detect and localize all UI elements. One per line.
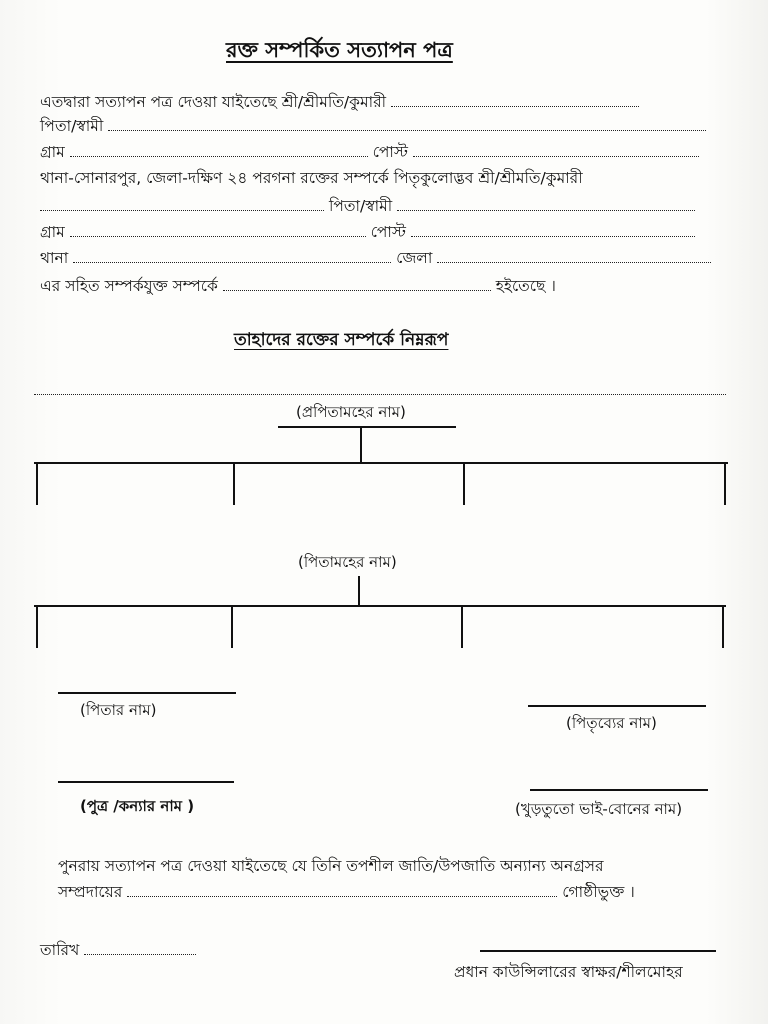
line7-district-label: জেলা <box>396 249 433 267</box>
form-line-3 <box>40 142 699 162</box>
line6-post-label: পোস্ট <box>370 223 406 241</box>
declaration-line-1: পুনরায় সত্যাপন পত্র দেওয়া যাইতেছে যে তিনি তপশীল জাতি/উপজাতি অন্যান্য অনগ্রসর <box>58 857 604 875</box>
form-line-6 <box>40 222 695 242</box>
signature-label: প্রধান কাউন্সিলারের স্বাক্ষর/শীলমোহর <box>454 963 683 981</box>
great-grandfather-label: (প্রপিতামহের নাম) <box>296 403 406 421</box>
name-blank-2[interactable] <box>40 196 324 211</box>
tree-drop-1a <box>36 463 38 505</box>
line7-thana-label: থানা <box>40 249 69 267</box>
tree-drop-2a <box>36 606 38 648</box>
tree-stem-1 <box>360 427 362 463</box>
tree-drop-2d <box>722 606 724 648</box>
village-blank-2[interactable] <box>70 222 366 237</box>
form-line-5 <box>40 196 695 216</box>
tree-bar-2 <box>34 605 726 607</box>
declaration-line2-start: সম্প্রদায়ের <box>58 883 123 901</box>
post-blank-2[interactable] <box>411 222 695 237</box>
father-name-line[interactable] <box>58 692 236 694</box>
form-line-7 <box>40 248 711 268</box>
child-label: (পুত্র /কন্যার নাম ) <box>80 797 195 815</box>
child-name-line[interactable] <box>58 781 234 783</box>
great-grandfather-name-line[interactable] <box>278 426 456 428</box>
tree-drop-2b <box>231 606 233 648</box>
line5-father-label: পিতা/স্বামী <box>328 197 393 215</box>
form-line-1 <box>40 92 639 112</box>
line3-village-label: গ্রাম <box>40 143 65 161</box>
line8-end: হইতেছে । <box>495 277 556 295</box>
village-blank-1[interactable] <box>70 142 368 157</box>
father-blank-1[interactable] <box>108 116 706 131</box>
date-row <box>40 940 196 960</box>
form-title: রক্ত সম্পর্কিত সত্যাপন পত্র <box>226 38 453 62</box>
father-blank-2[interactable] <box>397 196 695 211</box>
uncle-name-line[interactable] <box>528 705 706 707</box>
thana-blank[interactable] <box>73 248 391 263</box>
uncle-label: (পিতৃব্যের নাম) <box>566 714 657 732</box>
tree-drop-1b <box>233 463 235 505</box>
relation-blank[interactable] <box>223 276 491 291</box>
tree-stem-2 <box>358 576 360 606</box>
date-blank[interactable] <box>84 940 196 955</box>
form-line-8 <box>40 276 556 296</box>
tree-subtitle: তাহাদের রক্তের সম্পর্কে নিম্নরূপ <box>234 330 449 350</box>
tree-drop-2c <box>461 606 463 648</box>
line8-text: এর সহিত সম্পর্কযুক্ত সম্পর্কে <box>40 277 218 295</box>
post-blank-1[interactable] <box>413 142 699 157</box>
tree-drop-1d <box>724 463 726 505</box>
name-blank-1[interactable] <box>391 92 639 107</box>
line2-text: পিতা/স্বামী <box>40 117 104 135</box>
cousin-label: (খুড়তুতো ভাই-বোনের নাম) <box>515 800 683 818</box>
form-line-2 <box>40 116 706 136</box>
district-blank[interactable] <box>437 248 711 263</box>
declaration-line-2 <box>58 882 635 902</box>
grandfather-label: (পিতামহের নাম) <box>298 553 397 571</box>
declaration-line2-end: গোষ্ঠীভুক্ত । <box>562 883 635 901</box>
community-blank[interactable] <box>127 882 557 897</box>
line3-post-label: পোস্ট <box>372 143 408 161</box>
date-label: তারিখ <box>40 941 80 959</box>
line1-text: এতদ্বারা সত্যাপন পত্র দেওয়া যাইতেছে শ্রী/শ্রীমতি/কুমারী <box>40 93 387 111</box>
father-label: (পিতার নাম) <box>80 701 157 719</box>
line6-village-label: গ্রাম <box>40 223 65 241</box>
tree-drop-1c <box>463 463 465 505</box>
tree-bar-1 <box>34 462 728 464</box>
signature-line[interactable] <box>480 950 716 952</box>
full-dotted-line[interactable] <box>34 380 726 395</box>
cousin-name-line[interactable] <box>530 789 708 791</box>
form-line-4: থানা-সোনারপুর, জেলা-দক্ষিণ ২৪ পরগনা রক্তের সম্পর্কে পিতৃকুলোদ্ভব শ্রী/শ্রীমতি/কুমারী <box>40 169 583 187</box>
